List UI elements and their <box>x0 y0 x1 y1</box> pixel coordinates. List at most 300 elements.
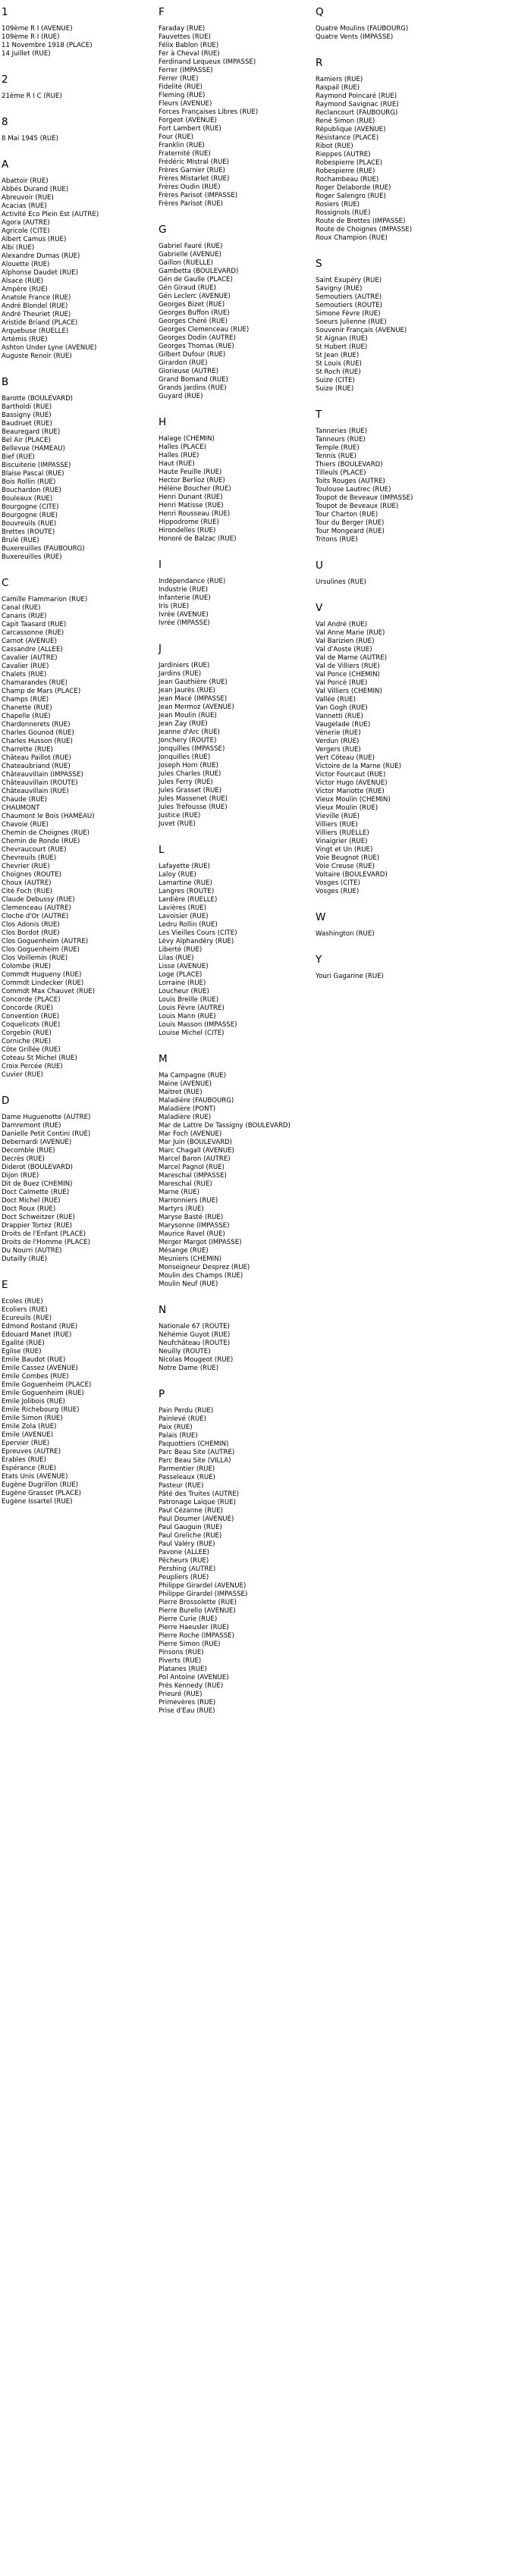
street-entry: Faraday (RUE) <box>159 25 206 33</box>
street-entry: Victor Mariotte (RUE) <box>316 788 385 795</box>
street-entry: Fauvettes (RUE) <box>159 33 211 41</box>
street-entry: Vallée (RUE) <box>316 696 356 704</box>
street-entry: Mésange (RUE) <box>159 1247 209 1255</box>
letter-section <box>159 643 316 829</box>
street-entry: Neuilly (ROUTE) <box>159 1348 211 1355</box>
street-entry: Ferrer (IMPASSE) <box>159 67 213 74</box>
street-entry: Val Ponce (CHEMIN) <box>316 671 380 678</box>
street-entry: St Louis (RUE) <box>316 360 362 368</box>
street-entry: Doct Schweitzer (RUE) <box>2 1214 75 1221</box>
street-entry: Tilleuls (PLACE) <box>316 469 366 477</box>
street-entry: Gén Leclerc (AVENUE) <box>159 293 231 300</box>
letter-section <box>316 911 512 939</box>
street-entry: Brulé (RUE) <box>2 537 39 544</box>
street-entry: Peupliers (RUE) <box>159 1574 209 1581</box>
street-entry: Simone Fèvre (RUE) <box>316 310 381 318</box>
street-entry: Glorieuse (AUTRE) <box>159 368 218 375</box>
street-entry: Chaumont le Bois (HAMEAU) <box>2 813 95 820</box>
street-entry: Forces Françaises Libres (RUE) <box>159 108 259 116</box>
street-entry: Maladière (PONT) <box>159 1105 216 1113</box>
street-entry: Prise d'Eau (RUE) <box>159 1707 215 1715</box>
street-entry: Blaise Pascal (RUE) <box>2 470 64 478</box>
street-entry: Pâté des Truites (AUTRE) <box>159 1490 240 1498</box>
street-entry: Raymond Savignac (RUE) <box>316 101 399 108</box>
street-entry: Paul Doumer (AVENUE) <box>159 1515 234 1523</box>
street-entry: Halage (CHEMIN) <box>159 435 215 443</box>
letter-section <box>159 224 316 401</box>
street-entry: Gén Giraud (RUE) <box>159 284 217 292</box>
street-entry: Jules Grasset (RUE) <box>159 787 222 794</box>
street-entry: Moulin Neuf (RUE) <box>159 1280 218 1288</box>
street-entry: Villiers (RUELLE) <box>316 829 369 837</box>
street-entry: Châteauvillain (ROUTE) <box>2 779 78 787</box>
letter-section <box>316 954 512 981</box>
street-entry: Ma Campagne (RUE) <box>159 1072 227 1080</box>
street-entry: Georges Thomas (RUE) <box>159 343 234 350</box>
street-entry: Buxereuilles (RUE) <box>2 553 62 561</box>
street-entry: Droits de l'Enfant (PLACE) <box>2 1230 86 1238</box>
street-entry: Franklin (RUE) <box>159 142 205 149</box>
street-entry: Semoutiers (AUTRE) <box>316 293 382 301</box>
street-entry: Voie Creuse (RUE) <box>316 863 375 870</box>
street-entry: Capit Taasard (RUE) <box>2 621 67 628</box>
street-entry: Champ de Mars (PLACE) <box>2 688 81 695</box>
street-entry: Prés Kennedy (RUE) <box>159 1682 224 1690</box>
street-entry: Clos Voillemin (RUE) <box>2 954 68 962</box>
street-entry: Jules Massenet (RUE) <box>159 795 228 803</box>
street-entry: Albi (RUE) <box>2 244 35 252</box>
street-entry: Saint Exupéry (RUE) <box>316 277 382 284</box>
street-entry: Jules Charles (RUE) <box>159 770 221 778</box>
street-entry: Cité Foch (RUE) <box>2 888 52 895</box>
letter-section <box>159 1388 316 1716</box>
street-entry: Vingt et Un (RUE) <box>316 846 373 854</box>
street-entry: Hirondelles (RUE) <box>159 527 216 534</box>
street-entry: 109ème R I (RUE) <box>2 33 60 41</box>
street-entry: Fer à Cheval (RUE) <box>159 50 220 58</box>
street-entry: Château Paillot (RUE) <box>2 754 71 762</box>
street-entry: Savigny (RUE) <box>316 285 363 293</box>
street-entry: Claude Debussy (RUE) <box>2 896 75 904</box>
street-entry: Ecureuils (RUE) <box>2 1315 52 1322</box>
street-entry: Epervier (RUE) <box>2 1440 50 1447</box>
street-entry: Cavalier (RUE) <box>2 663 49 670</box>
section-letter-heading: W <box>316 911 326 923</box>
street-entry: Chanette (RUE) <box>2 704 52 712</box>
street-entry: Marc Chagall (AVENUE) <box>159 1147 234 1155</box>
street-entry: Nationale 67 (ROUTE) <box>159 1323 230 1330</box>
street-entry: Pierre Burello (AVENUE) <box>159 1607 236 1615</box>
street-entry: Vosges (RUE) <box>316 888 360 895</box>
street-entry: Clos Goguenheim (AUTRE) <box>2 938 89 945</box>
section-letter-heading: I <box>159 559 162 571</box>
street-entry: Paix (RUE) <box>159 1424 193 1431</box>
street-entry: Mar de Lattre De Tassigny (BOULEVARD) <box>159 1122 291 1130</box>
street-entry: Georges Buffon (RUE) <box>159 309 230 317</box>
street-entry: Fort Lambert (RUE) <box>159 125 221 133</box>
street-entry: St Jean (RUE) <box>316 352 360 359</box>
street-entry: Bouvreuils (RUE) <box>2 520 57 528</box>
street-entry: Moulin des Champs (RUE) <box>159 1272 243 1280</box>
street-entry: Haut (RUE) <box>159 460 195 468</box>
street-entry: Toits Rouges (AUTRE) <box>316 478 385 485</box>
street-entry: Vieux Moulin (RUE) <box>316 804 379 812</box>
section-letter-heading: F <box>159 6 165 18</box>
street-entry: Agricole (CITE) <box>2 227 50 235</box>
street-entry: Marcel Baron (AUTRE) <box>159 1155 231 1163</box>
street-entry: Maurice Ravel (RUE) <box>159 1230 225 1238</box>
street-entry: Gabrielle (AVENUE) <box>159 251 221 259</box>
letter-section <box>2 577 159 1080</box>
street-entry: Chemin de Ronde (RUE) <box>2 838 80 845</box>
street-entry: Chemin de Choignes (RUE) <box>2 829 90 837</box>
street-entry: Victor Hugo (AVENUE) <box>316 779 388 787</box>
street-entry: 11 Novembre 1918 (PLACE) <box>2 42 93 49</box>
street-entry: Girardon (RUE) <box>159 359 208 367</box>
letter-section <box>316 57 512 243</box>
street-entry: St Hubert (RUE) <box>316 343 368 351</box>
street-entry: Canal (RUE) <box>2 604 41 612</box>
street-entry: Convention (RUE) <box>2 1013 60 1020</box>
street-entry: Joseph Horn (RUE) <box>159 762 218 769</box>
street-entry: Victoire de la Marne (RUE) <box>316 763 401 770</box>
street-entry: Temple (RUE) <box>316 444 360 452</box>
street-entry: Eglise (RUE) <box>2 1348 42 1355</box>
street-entry: Chalets (RUE) <box>2 671 47 678</box>
section-letter-heading: N <box>159 1304 167 1316</box>
street-entry: Merger Margot (IMPASSE) <box>159 1239 242 1246</box>
street-entry: Pêcheurs (RUE) <box>159 1557 209 1565</box>
street-entry: Lévy Alphandéry (RUE) <box>159 938 234 945</box>
street-entry: Philippe Girardel (IMPASSE) <box>159 1590 248 1598</box>
street-entry: Doct Roux (RUE) <box>2 1205 56 1213</box>
street-entry: Villiers (RUE) <box>316 821 358 829</box>
street-entry: Jean Gauthière (RUE) <box>159 678 228 686</box>
street-entry: Du Nourri (AUTRE) <box>2 1247 62 1255</box>
street-entry: Carcassonne (RUE) <box>2 629 64 637</box>
street-entry: Gaillon (RUELLE) <box>159 259 213 267</box>
street-entry: Doct Calmette (RUE) <box>2 1189 70 1196</box>
street-entry: Artémis (RUE) <box>2 336 48 343</box>
street-entry: Bourgogne (CITE) <box>2 503 59 511</box>
street-entry: Loge (PLACE) <box>159 971 203 979</box>
street-entry: Corniche (RUE) <box>2 1038 52 1045</box>
street-entry: Suize (RUE) <box>316 385 354 393</box>
street-entry: Pol Antoine (AVENUE) <box>159 1674 229 1681</box>
street-entry: Lilas (RUE) <box>159 954 194 962</box>
street-entry: Langres (ROUTE) <box>159 888 215 895</box>
street-entry: Alphonse Daudet (RUE) <box>2 269 78 277</box>
street-entry: Georges Chéré (RUE) <box>159 318 228 325</box>
street-entry: Edmond Rostand (RUE) <box>2 1323 78 1330</box>
street-entry: Piverts (RUE) <box>159 1657 202 1665</box>
street-entry: Emile Richebourg (RUE) <box>2 1406 80 1414</box>
street-entry: Tanneries (RUE) <box>316 428 368 435</box>
street-entry: Soeurs Julienne (RUE) <box>316 318 387 326</box>
letter-section <box>2 6 159 58</box>
street-entry: Prieuré (RUE) <box>159 1691 203 1698</box>
street-entry: Concorde (RUE) <box>2 1004 53 1012</box>
letter-section <box>2 116 159 143</box>
street-entry: Tritons (RUE) <box>316 536 358 544</box>
letter-section <box>159 844 316 1038</box>
street-entry: Frères Garnier (RUE) <box>159 167 225 174</box>
street-entry: Thiers (BOULEVARD) <box>316 461 383 469</box>
street-entry: 109ème R I (AVENUE) <box>2 25 73 33</box>
street-entry: Toulouse Lautrec (RUE) <box>316 486 391 494</box>
section-letter-heading: P <box>159 1388 165 1400</box>
street-entry: Passeleaux (RUE) <box>159 1474 215 1481</box>
street-entry: Vinaigrier (RUE) <box>316 838 368 845</box>
letter-section <box>316 559 512 587</box>
street-entry: Jean Moulin (RUE) <box>159 712 217 719</box>
street-entry: Jardins (RUE) <box>159 670 202 678</box>
street-entry: Fleurs (AVENUE) <box>159 100 212 108</box>
street-entry: Tennis (RUE) <box>316 453 357 460</box>
street-entry: Lafayette (RUE) <box>159 863 210 870</box>
letter-section <box>2 158 159 361</box>
letter-section <box>2 74 159 101</box>
street-entry: Gén de Gaulle (PLACE) <box>159 276 233 284</box>
street-entry: Les Vieilles Cours (CITE) <box>159 929 237 937</box>
street-entry: Neufchâteau (ROUTE) <box>159 1340 231 1347</box>
section-letter-heading: V <box>316 602 323 614</box>
street-entry: Alexandre Dumas (RUE) <box>2 252 80 260</box>
street-entry: Bassigny (RUE) <box>2 412 52 419</box>
street-entry: Justice (RUE) <box>159 812 201 819</box>
street-entry: Maryse Basté (RUE) <box>159 1214 224 1221</box>
street-entry: Maine (AVENUE) <box>159 1080 212 1088</box>
street-entry: Vieville (RUE) <box>316 813 360 820</box>
street-entry: Jean Zay (RUE) <box>159 720 208 728</box>
street-entry: Acacias (RUE) <box>2 202 47 210</box>
street-entry: Eugène Grasset (PLACE) <box>2 1490 81 1497</box>
street-entry: Félix Bablon (RUE) <box>159 42 219 49</box>
street-entry: Clos Bordot (RUE) <box>2 929 60 937</box>
section-letter-heading: Y <box>316 954 322 966</box>
street-entry: Ursulines (RUE) <box>316 578 366 586</box>
street-entry: Primevères (RUE) <box>159 1699 216 1706</box>
street-entry: Hélène Boucher (RUE) <box>159 485 231 493</box>
street-entry: Roger Delaborde (RUE) <box>316 184 391 192</box>
street-entry: Dutailly (RUE) <box>2 1255 48 1263</box>
street-entry: Louis Masson (IMPASSE) <box>159 1021 237 1029</box>
street-entry: René Simon (RUE) <box>316 118 375 125</box>
street-entry: Cloche d'Or (AUTRE) <box>2 913 69 920</box>
letter-section <box>2 376 159 562</box>
street-entry: Patronage Laïque (RUE) <box>159 1499 236 1506</box>
street-entry: Abbés Durand (RUE) <box>2 186 69 193</box>
street-entry: Jean Macé (IMPASSE) <box>159 695 228 703</box>
street-entry: Epreuves (AUTRE) <box>2 1448 61 1456</box>
street-entry: Victor Fourcaut (RUE) <box>316 771 386 779</box>
street-entry: Vieux Moulin (CHEMIN) <box>316 796 391 804</box>
street-entry: Coteau St Michel (RUE) <box>2 1055 77 1062</box>
street-entry: Lorraine (RUE) <box>159 979 206 987</box>
street-entry: Coquelicots (RUE) <box>2 1021 61 1029</box>
street-entry: Commdt Lindecker (RUE) <box>2 979 84 987</box>
street-entry: Fidelité (RUE) <box>159 83 203 91</box>
section-letter-heading: E <box>2 1279 8 1291</box>
street-entry: Abreuvoir (RUE) <box>2 194 54 202</box>
street-entry: Marcel Pagnol (RUE) <box>159 1164 225 1171</box>
letter-section <box>159 6 316 208</box>
street-entry: Chapelle (RUE) <box>2 713 51 720</box>
letter-section <box>159 1304 316 1373</box>
street-entry: Etats Unis (AVENUE) <box>2 1473 68 1481</box>
section-letter-heading: Q <box>316 6 324 18</box>
street-entry: Bourgogne (RUE) <box>2 512 58 519</box>
street-entry: Jeanne d'Arc (RUE) <box>159 729 220 736</box>
street-entry: Parmentier (RUE) <box>159 1465 215 1473</box>
section-letter-heading: G <box>159 224 167 236</box>
street-entry: Val Barizien (RUE) <box>316 638 375 645</box>
street-entry: Reclancourt (FAUBOURG) <box>316 109 398 117</box>
street-entry: Commdt Hugueny (RUE) <box>2 971 82 979</box>
street-entry: Indépendance (RUE) <box>159 578 226 585</box>
street-entry: Vert Côteau (RUE) <box>316 754 375 762</box>
street-entry: Verdun (RUE) <box>316 738 360 745</box>
street-entry: Canaris (RUE) <box>2 613 47 620</box>
street-entry: Cavalier (AUTRE) <box>2 654 58 662</box>
street-entry: 8 Mai 1945 (RUE) <box>2 135 58 143</box>
street-entry: Honoré de Balzac (RUE) <box>159 535 237 543</box>
street-entry: Halles (PLACE) <box>159 443 207 451</box>
street-entry: Bois Rollin (RUE) <box>2 478 56 486</box>
street-entry: Vénerie (RUE) <box>316 729 361 737</box>
section-letter-heading: 1 <box>2 6 8 18</box>
street-entry: Louis Breille (RUE) <box>159 996 219 1004</box>
street-entry: Grand Bomand (RUE) <box>159 376 228 384</box>
street-entry: Juvet (RUE) <box>159 820 196 828</box>
street-entry: Doct Michel (RUE) <box>2 1197 61 1205</box>
street-entry: Vergers (RUE) <box>316 746 361 754</box>
street-entry: Paul Cézanne (RUE) <box>159 1507 224 1515</box>
street-entry: Henri Dunant (RUE) <box>159 494 223 501</box>
letter-section <box>316 602 512 896</box>
letter-section <box>316 6 512 42</box>
street-entry: Charles Gounod (RUE) <box>2 729 74 737</box>
section-letter-heading: L <box>159 844 165 856</box>
street-entry: Rochambeau (RUE) <box>316 176 379 183</box>
street-entry: Colombe (RUE) <box>2 963 52 970</box>
street-entry: Vaugelade (RUE) <box>316 721 371 729</box>
street-entry: Baudruet (RUE) <box>2 420 52 428</box>
street-entry: Parc Beau Site (VILLA) <box>159 1457 231 1465</box>
street-entry: Paul Gauguin (RUE) <box>159 1524 222 1531</box>
street-entry: Frères Parisot (IMPASSE) <box>159 192 238 199</box>
street-entry: République (AVENUE) <box>316 126 386 133</box>
street-entry: Suize (CITE) <box>316 377 355 384</box>
street-entry: Quatre Moulins (FAUBOURG) <box>316 25 409 33</box>
street-entry: Robespierre (PLACE) <box>316 159 382 167</box>
street-entry: Maladière (FAUBOURG) <box>159 1097 234 1105</box>
street-entry: Bief (RUE) <box>2 453 35 461</box>
street-entry: Choux (AUTRE) <box>2 879 52 887</box>
letter-section <box>159 559 316 628</box>
street-entry: Grands Jardins (RUE) <box>159 384 227 392</box>
street-entry: Emile Goguenheim (RUE) <box>2 1390 84 1397</box>
street-entry: Liberté (RUE) <box>159 946 203 954</box>
street-entry: Industrie (RUE) <box>159 586 209 594</box>
street-entry: Georges Dodin (AUTRE) <box>159 334 236 342</box>
street-entry: Route de Choignes (IMPASSE) <box>316 226 413 233</box>
street-entry: Val Villiers (CHEMIN) <box>316 688 382 695</box>
street-entry: Painlevé (RUE) <box>159 1415 207 1423</box>
street-entry: Van Gogh (RUE) <box>316 704 368 712</box>
street-entry: Val André (RUE) <box>316 621 368 628</box>
street-entry: Pain Perdu (RUE) <box>159 1407 214 1415</box>
street-entry: Jonchery (ROUTE) <box>159 737 217 744</box>
street-entry: Frères Mistarlet (RUE) <box>159 175 230 183</box>
street-entry: Hector Berlioz (RUE) <box>159 477 225 484</box>
street-entry: Gabriel Fauré (RUE) <box>159 243 223 250</box>
street-entry: Gambetta (BOULEVARD) <box>159 268 239 275</box>
street-entry: Four (RUE) <box>159 133 194 141</box>
street-entry: Droits de l'Homme (PLACE) <box>2 1239 90 1246</box>
street-entry: Washington (RUE) <box>316 930 375 938</box>
street-entry: Pinsons (RUE) <box>159 1649 204 1656</box>
street-entry: CHAUMONT <box>2 804 40 812</box>
street-entry: Ferdinand Lequeux (IMPASSE) <box>159 58 256 66</box>
street-entry: Laloy (RUE) <box>159 871 196 879</box>
street-entry: Ecoles (RUE) <box>2 1298 43 1305</box>
street-entry: Pierre Simon (RUE) <box>159 1641 221 1648</box>
street-entry: Henri Rousseau (RUE) <box>159 510 231 518</box>
street-entry: St Roch (RUE) <box>316 368 361 376</box>
street-entry: Rossignols (RUE) <box>316 209 371 217</box>
street-entry: Val Anne Marie (RUE) <box>316 629 385 637</box>
street-entry: Eugène Issartel (RUE) <box>2 1498 73 1506</box>
street-entry: Guyard (RUE) <box>159 393 203 400</box>
street-entry: Decomble (RUE) <box>2 1147 55 1155</box>
street-entry: Vannetti (RUE) <box>316 713 363 720</box>
street-entry: St Aignan (RUE) <box>316 335 368 343</box>
street-entry: Louise Michel (CITE) <box>159 1029 225 1037</box>
street-entry: Champs (RUE) <box>2 696 49 704</box>
street-entry: Roger Salengro (RUE) <box>316 193 386 200</box>
street-entry: Notre Dame (RUE) <box>159 1365 219 1372</box>
street-entry: Ampère (RUE) <box>2 286 48 293</box>
street-entry: Commdt Max Chauvet (RUE) <box>2 988 96 995</box>
street-entry: André Blondel (RUE) <box>2 302 68 310</box>
street-entry: Semoutiers (ROUTE) <box>316 302 383 309</box>
street-entry: Mar Juin (BOULEVARD) <box>159 1139 233 1146</box>
street-entry: Damremont (RUE) <box>2 1122 61 1130</box>
street-entry: Eugène Dugrillon (RUE) <box>2 1481 79 1489</box>
street-entry: Fleming (RUE) <box>159 92 206 99</box>
street-entry: Tour du Berger (RUE) <box>316 519 385 527</box>
street-entry: Croix Percée (RUE) <box>2 1063 63 1070</box>
street-entry: Toupot de Beveaux (IMPASSE) <box>316 494 413 502</box>
street-entry: Platanes (RUE) <box>159 1666 207 1673</box>
street-entry: Bartholdi (RUE) <box>2 403 52 411</box>
street-entry: Beauregard (RUE) <box>2 428 61 436</box>
street-entry: Rosiers (RUE) <box>316 201 360 208</box>
street-entry: Bouleaux (RUE) <box>2 495 53 503</box>
street-entry: Ivrée (IMPASSE) <box>159 619 210 627</box>
street-entry: Hippodrome (RUE) <box>159 519 219 526</box>
street-entry: Lavières (RUE) <box>159 904 207 912</box>
street-entry: Bellevue (HAMEAU) <box>2 445 65 453</box>
street-entry: Pavone (ALLEE) <box>159 1549 209 1556</box>
street-entry: Tour Mongeard (RUE) <box>316 528 385 535</box>
street-entry: Drappier Tortez (RUE) <box>2 1222 73 1230</box>
street-entry: Tanneurs (RUE) <box>316 436 366 443</box>
letter-section <box>316 409 512 544</box>
street-entry: Paquottiers (CHEMIN) <box>159 1440 229 1448</box>
street-entry: Agora (AUTRE) <box>2 219 50 227</box>
